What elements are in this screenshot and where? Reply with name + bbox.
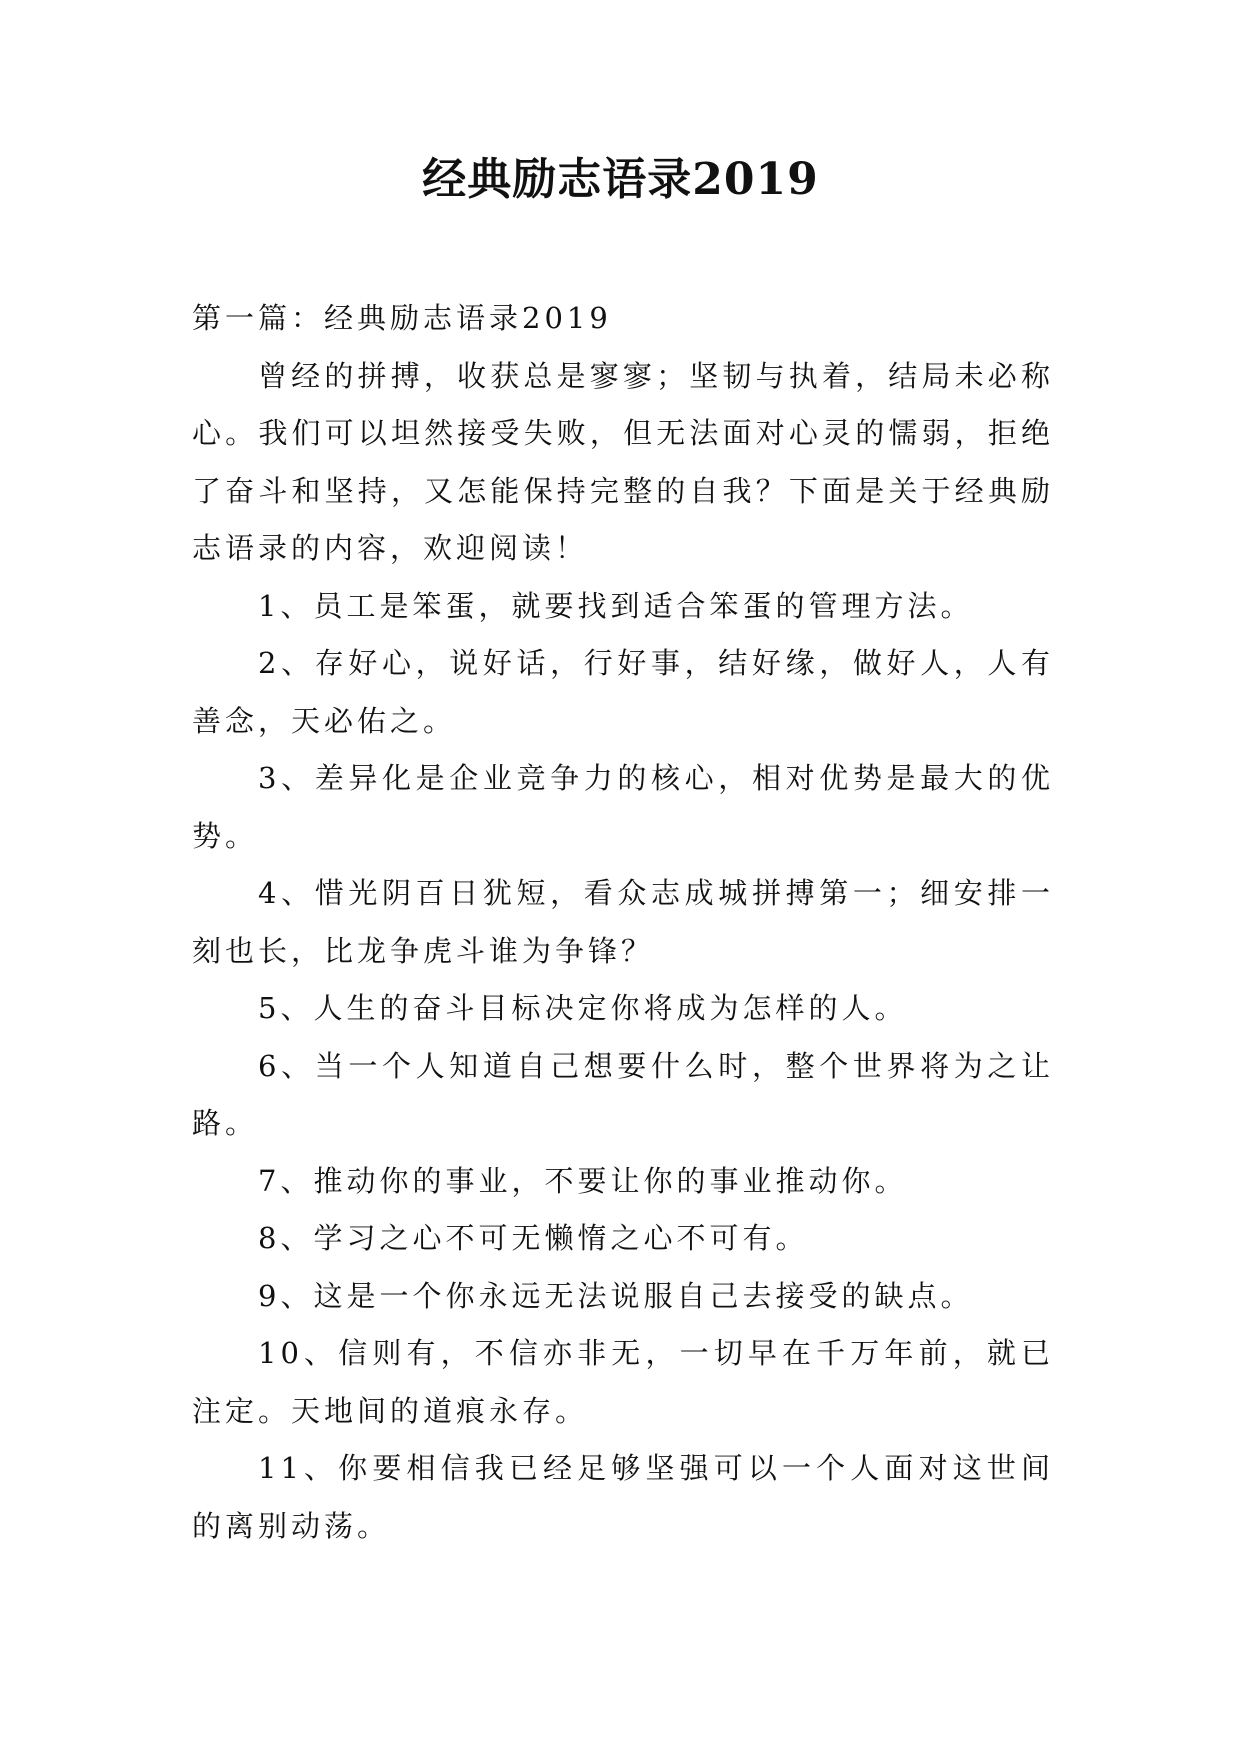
quote-item-9: 9、这是一个你永远无法说服自己去接受的缺点。 [258,1278,974,1313]
quote-item-7: 7、推动你的事业，不要让你的事业推动你。 [258,1163,908,1198]
quote-item-5: 5、人生的奋斗目标决定你将成为怎样的人。 [258,991,908,1025]
quote-item-11: 11、你要相信我已经足够坚强可以一个人面对这世间的离别动荡。 [192,1451,1054,1543]
quote-item-10: 10、信则有，不信亦非无，一切早在千万年前，就已注定。天地间的道痕永存。 [192,1336,1054,1428]
section-heading: 第一篇：经典励志语录2019 [192,301,612,335]
document-title: 经典励志语录2019 [422,154,819,205]
quote-item-4: 4、惜光阴百日犹短，看众志成城拼搏第一；细安排一刻也长，比龙争虎斗谁为争锋？ [192,876,1054,968]
intro-paragraph: 曾经的拼搏，收获总是寥寥；坚韧与执着，结局未必称心。我们可以坦然接受失败，但无法面对心灵的懦弱，拒绝了奋斗和坚持，又怎能保持完整的自我？下面是关于经典励志语录的内容，欢迎阅读！ [192,358,1054,565]
document-body [192,290,1054,1555]
quote-item-2: 2、存好心，说好话，行好事，结好缘，做好人，人有善念，天必佑之。 [192,646,1054,738]
quote-item-1: 1、员工是笨蛋，就要找到适合笨蛋的管理方法。 [258,588,974,623]
quote-item-8: 8、学习之心不可无懒惰之心不可有。 [258,1221,809,1255]
quote-item-3: 3、差异化是企业竞争力的核心，相对优势是最大的优势。 [192,761,1054,853]
quote-item-6: 6、当一个人知道自己想要什么时，整个世界将为之让路。 [192,1048,1054,1140]
